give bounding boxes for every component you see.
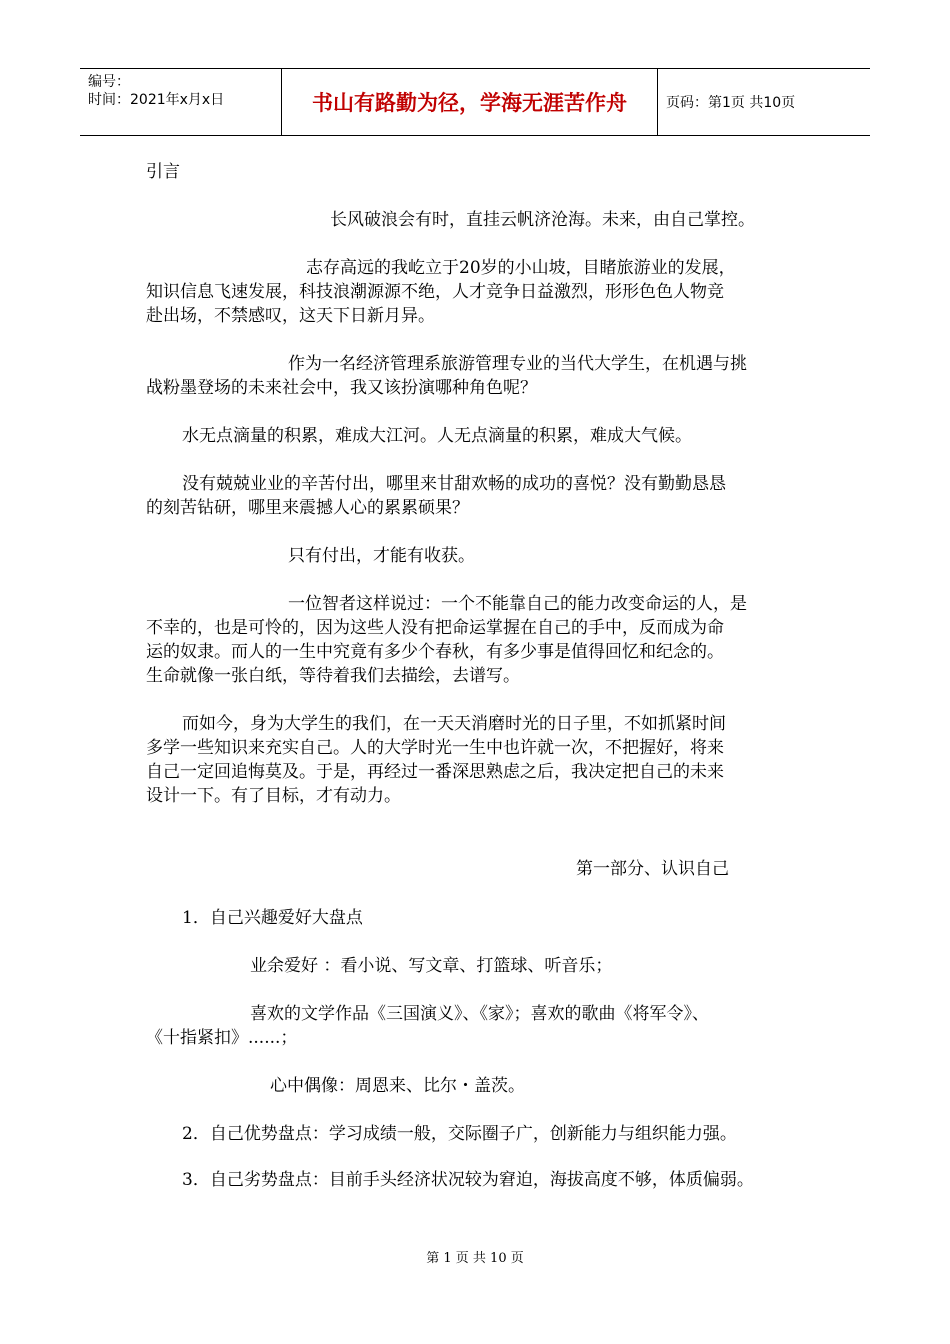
- body-line: 的刻苦钻研，哪里来震撼人心的累累硕果？: [146, 498, 469, 518]
- body-line: 知识信息飞速发展，科技浪潮源源不绝，人才竞争日益激烈，形形色色人物竞: [146, 282, 724, 302]
- intro-heading: 引言: [146, 162, 180, 182]
- list-item: 3．自己劣势盘点：目前手头经济状况较为窘迫，海拔高度不够，体质偏弱。: [182, 1170, 754, 1190]
- body-line: 志存高远的我屹立于20岁的小山坡，目睹旅游业的发展，: [306, 258, 736, 278]
- body-line: 多学一些知识来充实自己。人的大学时光一生中也许就一次，不把握好，将来: [146, 738, 724, 758]
- body-line: 不幸的，也是可怜的，因为这些人没有把命运掌握在自己的手中，反而成为命: [146, 618, 724, 638]
- section-heading: 第一部分、认识自己: [576, 859, 729, 879]
- body-line: 战粉墨登场的未来社会中，我又该扮演哪种角色呢？: [146, 378, 537, 398]
- list-item: 1．自己兴趣爱好大盘点: [182, 908, 363, 928]
- page-footer: 第 1 页 共 10 页: [426, 1251, 524, 1266]
- body-line: 只有付出，才能有收获。: [288, 546, 475, 566]
- body-line: 而如今，身为大学生的我们，在一天天消磨时光的日子里，不如抓紧时间: [182, 714, 726, 734]
- body-line: 运的奴隶。而人的一生中究竟有多少个春秋，有多少事是值得回忆和纪念的。: [146, 642, 724, 662]
- body-line: 没有兢兢业业的辛苦付出，哪里来甘甜欢畅的成功的喜悦？没有勤勤恳恳: [182, 474, 726, 494]
- header-page-info: 页码：第1页 共10页: [666, 95, 796, 111]
- list-item: 2．自己优势盘点：学习成绩一般，交际圈子广，创新能力与组织能力强。: [182, 1124, 737, 1144]
- body-line: 长风破浪会有时，直挂云帆济沧海。未来，由自己掌控。: [330, 210, 755, 230]
- body-line: 喜欢的文学作品《三国演义》、《家》；喜欢的歌曲《将军令》、: [250, 1004, 709, 1024]
- header-motto: 书山有路勤为径，学海无涯苦作舟: [282, 69, 658, 135]
- body-line: 一位智者这样说过：一个不能靠自己的能力改变命运的人，是: [288, 594, 747, 614]
- document-date: 时间：2021年x月x日: [88, 92, 225, 108]
- body-line: 心中偶像：周恩来、比尔・盖茨。: [270, 1076, 525, 1096]
- body-line: 水无点滴量的积累，难成大江河。人无点滴量的积累，难成大气候。: [182, 426, 692, 446]
- body-line: 自己一定回追悔莫及。于是，再经过一番深思熟虑之后，我决定把自己的未来: [146, 762, 724, 782]
- body-line: 作为一名经济管理系旅游管理专业的当代大学生，在机遇与挑: [288, 354, 747, 374]
- header-meta: [80, 69, 282, 135]
- body-line: 业余爱好 ：看小说、写文章、打篮球、听音乐；: [250, 956, 613, 976]
- document-number-label: 编号：: [88, 74, 130, 90]
- body-line: 生命就像一张白纸，等待着我们去描绘，去谱写。: [146, 666, 520, 686]
- page-header: [80, 68, 870, 136]
- body-line: 赴出场，不禁感叹，这天下日新月异。: [146, 306, 435, 326]
- body-line: 《十指紧扣》......；: [146, 1028, 298, 1048]
- body-line: 设计一下。有了目标，才有动力。: [146, 786, 401, 806]
